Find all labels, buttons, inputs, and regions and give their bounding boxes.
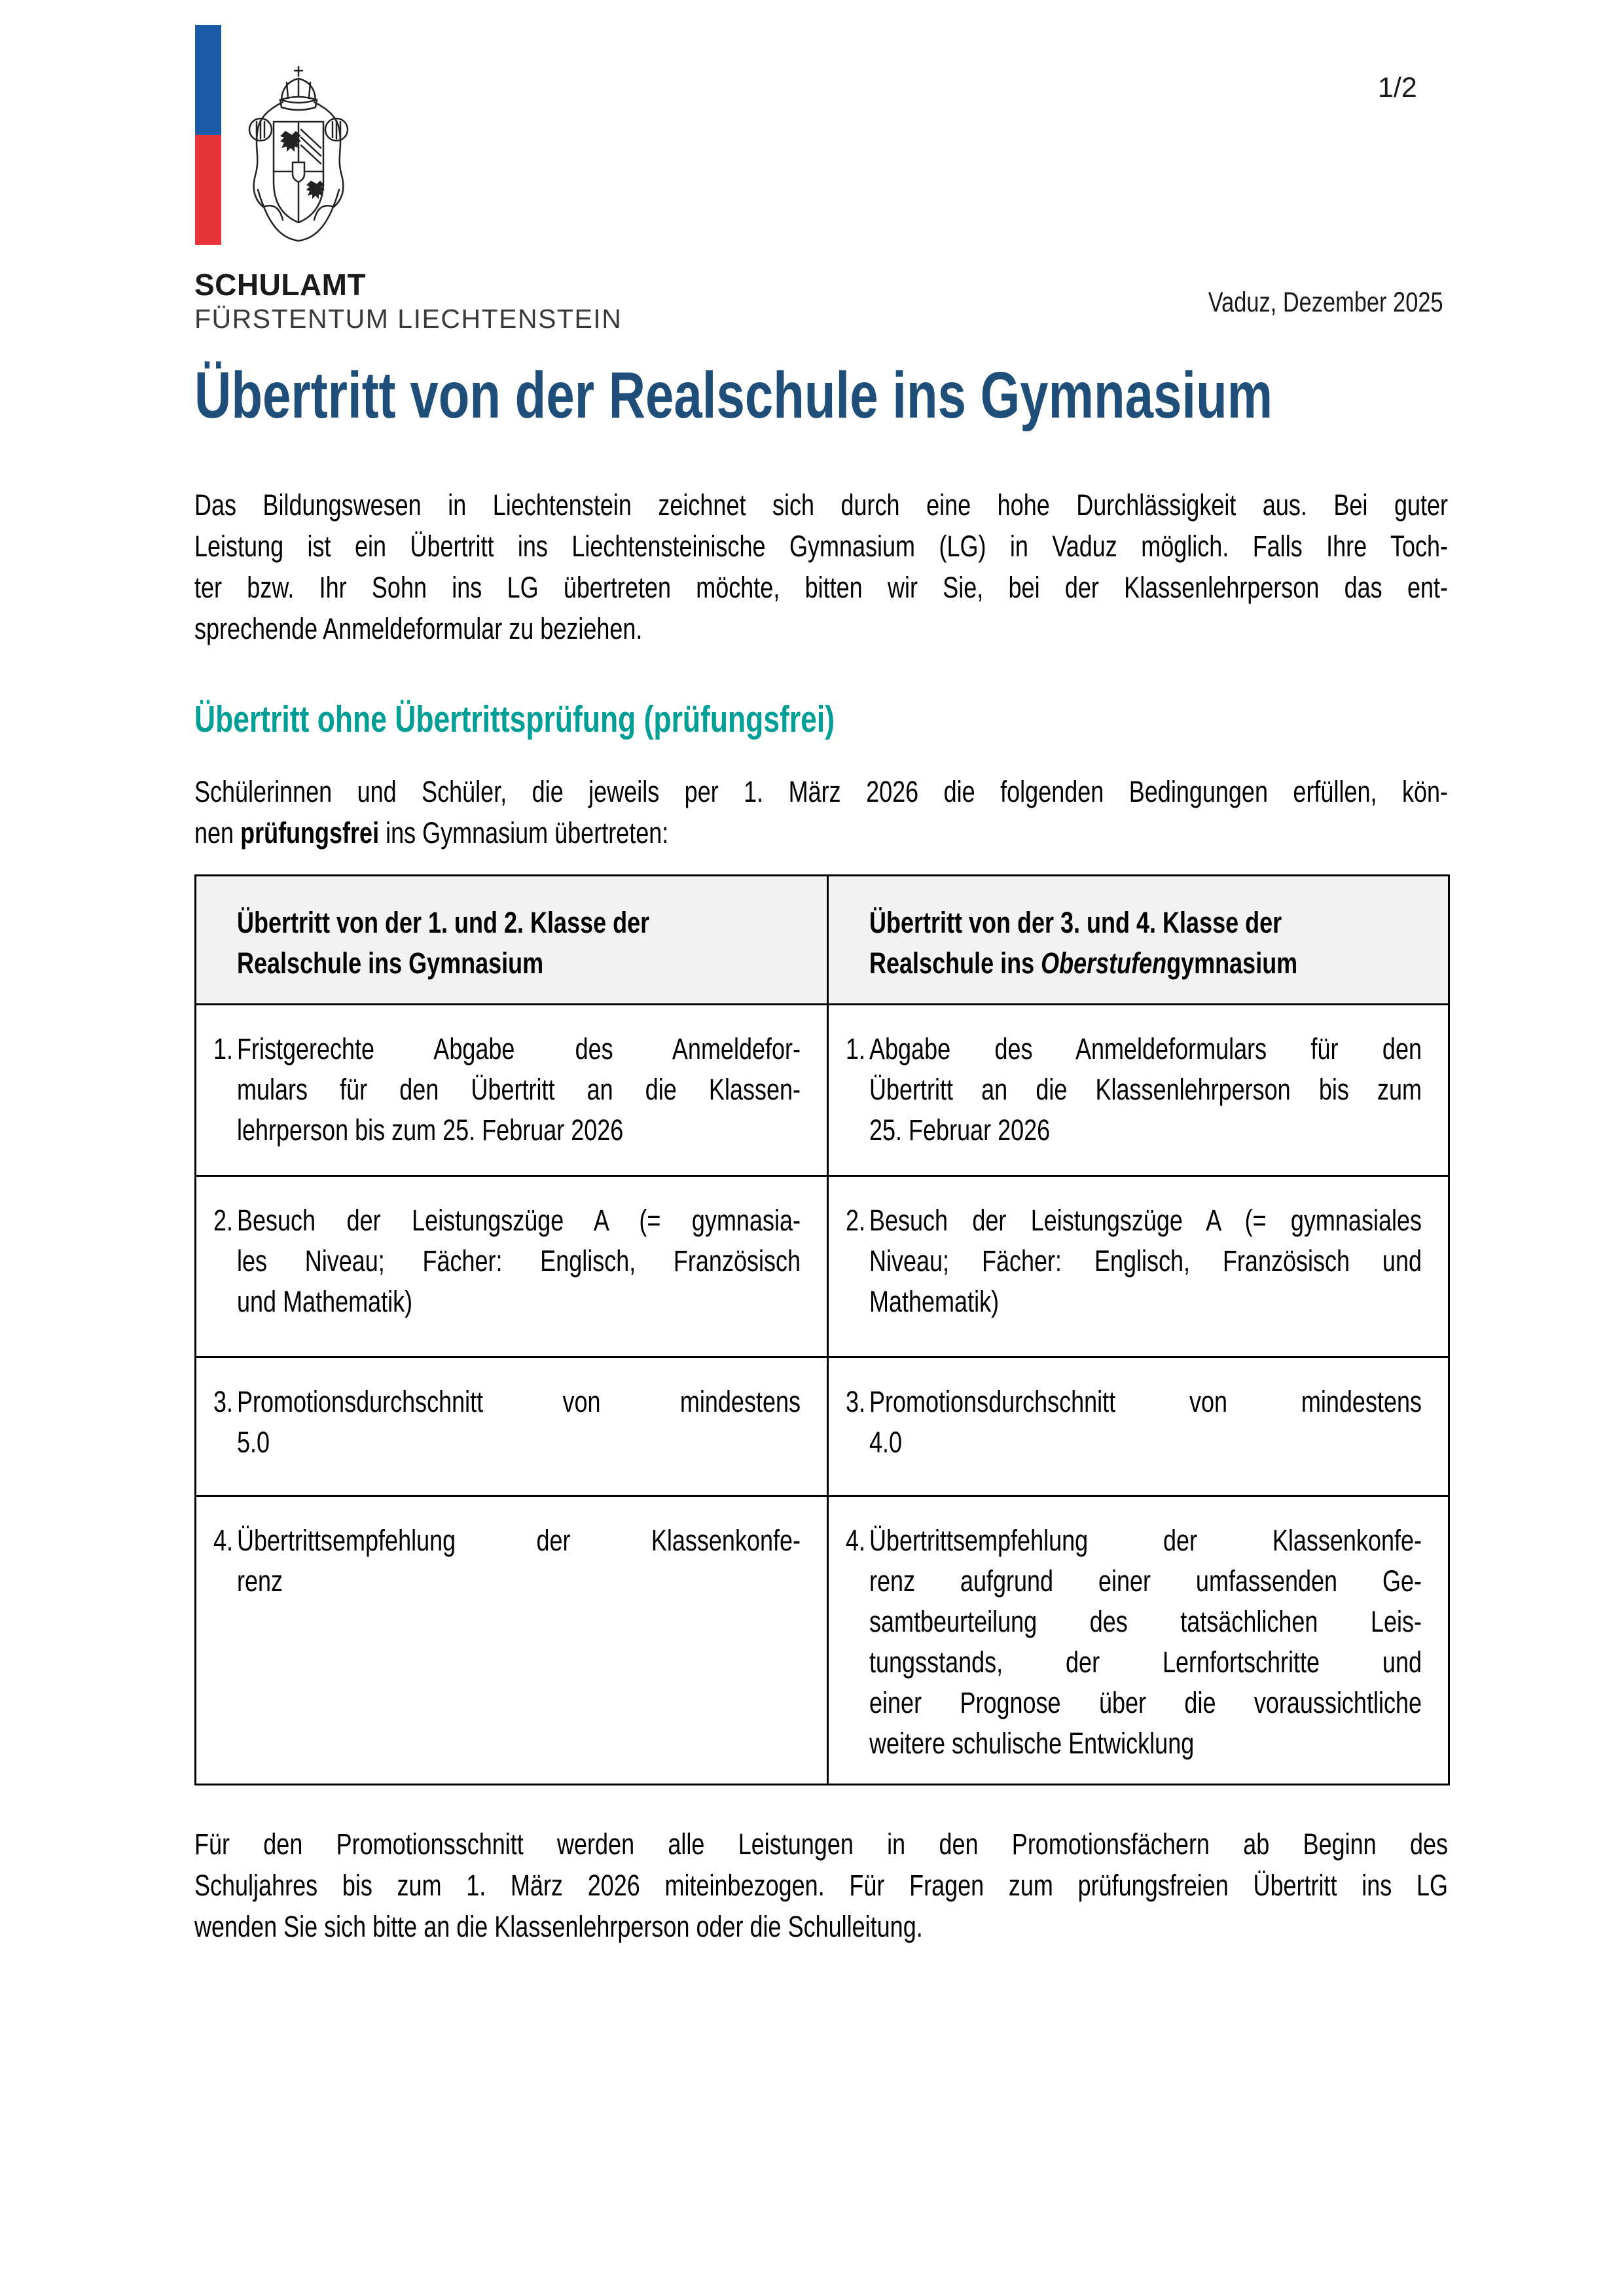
conditions-line2-post: ins Gymnasium übertreten: bbox=[379, 816, 669, 850]
item-text: Promotionsdurchschnitt von mindestens 4.0 bbox=[869, 1385, 1422, 1459]
conditions-paragraph bbox=[194, 771, 1448, 853]
item-text: Abgabe des Anmeldeformulars für den Übertritt an die Klassenlehrperson bis zum 25. Februar 2026 bbox=[869, 1032, 1422, 1147]
conditions-line-2 bbox=[194, 812, 1448, 853]
item-text: Übertrittsempfehlung der Klassenkonfe- renz aufgrund einer umfassenden Ge- samtbeurteilung des tatsächlichen Leis- tungsstands, der Lernfortschritte und einer Prognose über die voraussichtliche weitere schulische Entwicklung bbox=[869, 1524, 1422, 1760]
item-text: Besuch der Leistungszüge A (= gymnasiales Niveau; Fächer: Englisch, Französisch und Mathematik) bbox=[869, 1204, 1422, 1318]
brand-color-bar bbox=[195, 25, 221, 245]
table-cell-c1-item2 bbox=[196, 1176, 828, 1357]
item-text: Fristgerechte Abgabe des Anmeldefor- mulars für den Übertritt an die Klassen- lehrperson bis zum 25. Februar 2026 bbox=[237, 1032, 801, 1147]
item-number: 1. bbox=[846, 1032, 866, 1066]
closing-paragraph bbox=[194, 1823, 1448, 1947]
table-cell-c2-item2 bbox=[828, 1176, 1449, 1357]
col1-header-line1: Übertritt von der 1. und 2. Klasse der bbox=[237, 906, 650, 939]
conditions-line-1: Schülerinnen und Schüler, die jeweils per 1. März 2026 die folgenden Bedingungen erfüllen, kön- bbox=[194, 775, 1448, 808]
item-number: 3. bbox=[213, 1385, 234, 1418]
table-header-col2 bbox=[828, 876, 1449, 1005]
col2-header-pre: Realschule ins bbox=[869, 946, 1041, 980]
table-cell-c1-item4 bbox=[196, 1496, 828, 1785]
item-number: 4. bbox=[213, 1524, 234, 1557]
org-name: SCHULAMT bbox=[194, 268, 367, 302]
page-number: 1/2 bbox=[1378, 72, 1417, 103]
conditions-table bbox=[194, 874, 1450, 1785]
item-text: Besuch der Leistungszüge A (= gymnasia- les Niveau; Fächer: Englisch, Französisch und Mathematik) bbox=[237, 1204, 801, 1318]
item-number: 3. bbox=[846, 1385, 866, 1418]
intro-paragraph bbox=[194, 484, 1448, 649]
col2-header-rest: gymnasium bbox=[1166, 946, 1298, 980]
table-cell-c2-item3 bbox=[828, 1357, 1449, 1496]
document-title: Übertritt von der Realschule ins Gymnasium bbox=[194, 359, 1273, 432]
item-text: Promotionsdurchschnitt von mindestens 5.0 bbox=[237, 1385, 801, 1459]
intro-paragraph-text: Das Bildungswesen in Liechtenstein zeichnet sich durch eine hohe Durchlässigkeit aus. Bei guter Leistung ist ein Übertritt ins Liechtensteinische Gymnasium (LG) in Vaduz möglich. Falls Ihre Toch- ter bzw. Ihr Sohn ins LG übertreten möchte, bitten wir Sie, bei der Klassenlehrperson das ent- sprechende Anmeldeformular zu beziehen. bbox=[194, 488, 1448, 645]
col2-header-line1: Übertritt von der 3. und 4. Klasse der bbox=[869, 906, 1282, 939]
closing-paragraph-text: Für den Promotionsschnitt werden alle Leistungen in den Promotionsfächern ab Beginn des Schuljahres bis zum 1. März 2026 miteinbezogen. Für Fragen zum prüfungsfreien Übertritt ins LG wenden Sie sich bitte an die Klassenlehrperson oder die Schulleitung. bbox=[194, 1827, 1448, 1943]
col2-header-line2 bbox=[869, 943, 1422, 984]
brand-bar-red bbox=[195, 135, 221, 245]
table-cell-c2-item4 bbox=[828, 1496, 1449, 1785]
item-number: 1. bbox=[213, 1032, 234, 1066]
item-number: 2. bbox=[213, 1204, 234, 1237]
table-cell-c1-item3 bbox=[196, 1357, 828, 1496]
oberstufen-italic: Oberstufen bbox=[1041, 946, 1167, 980]
coat-of-arms-icon bbox=[241, 65, 356, 246]
section-heading: Übertritt ohne Übertrittsprüfung (prüfungsfrei) bbox=[194, 698, 835, 740]
col1-header-line2: Realschule ins Gymnasium bbox=[237, 946, 544, 980]
table-header-col1 bbox=[196, 876, 828, 1005]
org-subname: FÜRSTENTUM LIECHTENSTEIN bbox=[194, 304, 623, 334]
brand-bar-blue bbox=[195, 25, 221, 135]
item-number: 4. bbox=[846, 1524, 866, 1557]
table-cell-c2-item1 bbox=[828, 1005, 1449, 1176]
item-number: 2. bbox=[846, 1204, 866, 1237]
table-cell-c1-item1 bbox=[196, 1005, 828, 1176]
pruefungsfrei-bold: prüfungsfrei bbox=[240, 816, 380, 850]
item-text: Übertrittsempfehlung der Klassenkonfe- renz bbox=[237, 1524, 801, 1598]
place-date: Vaduz, Dezember 2025 bbox=[1208, 287, 1443, 318]
conditions-line2-pre: nen bbox=[194, 816, 241, 850]
